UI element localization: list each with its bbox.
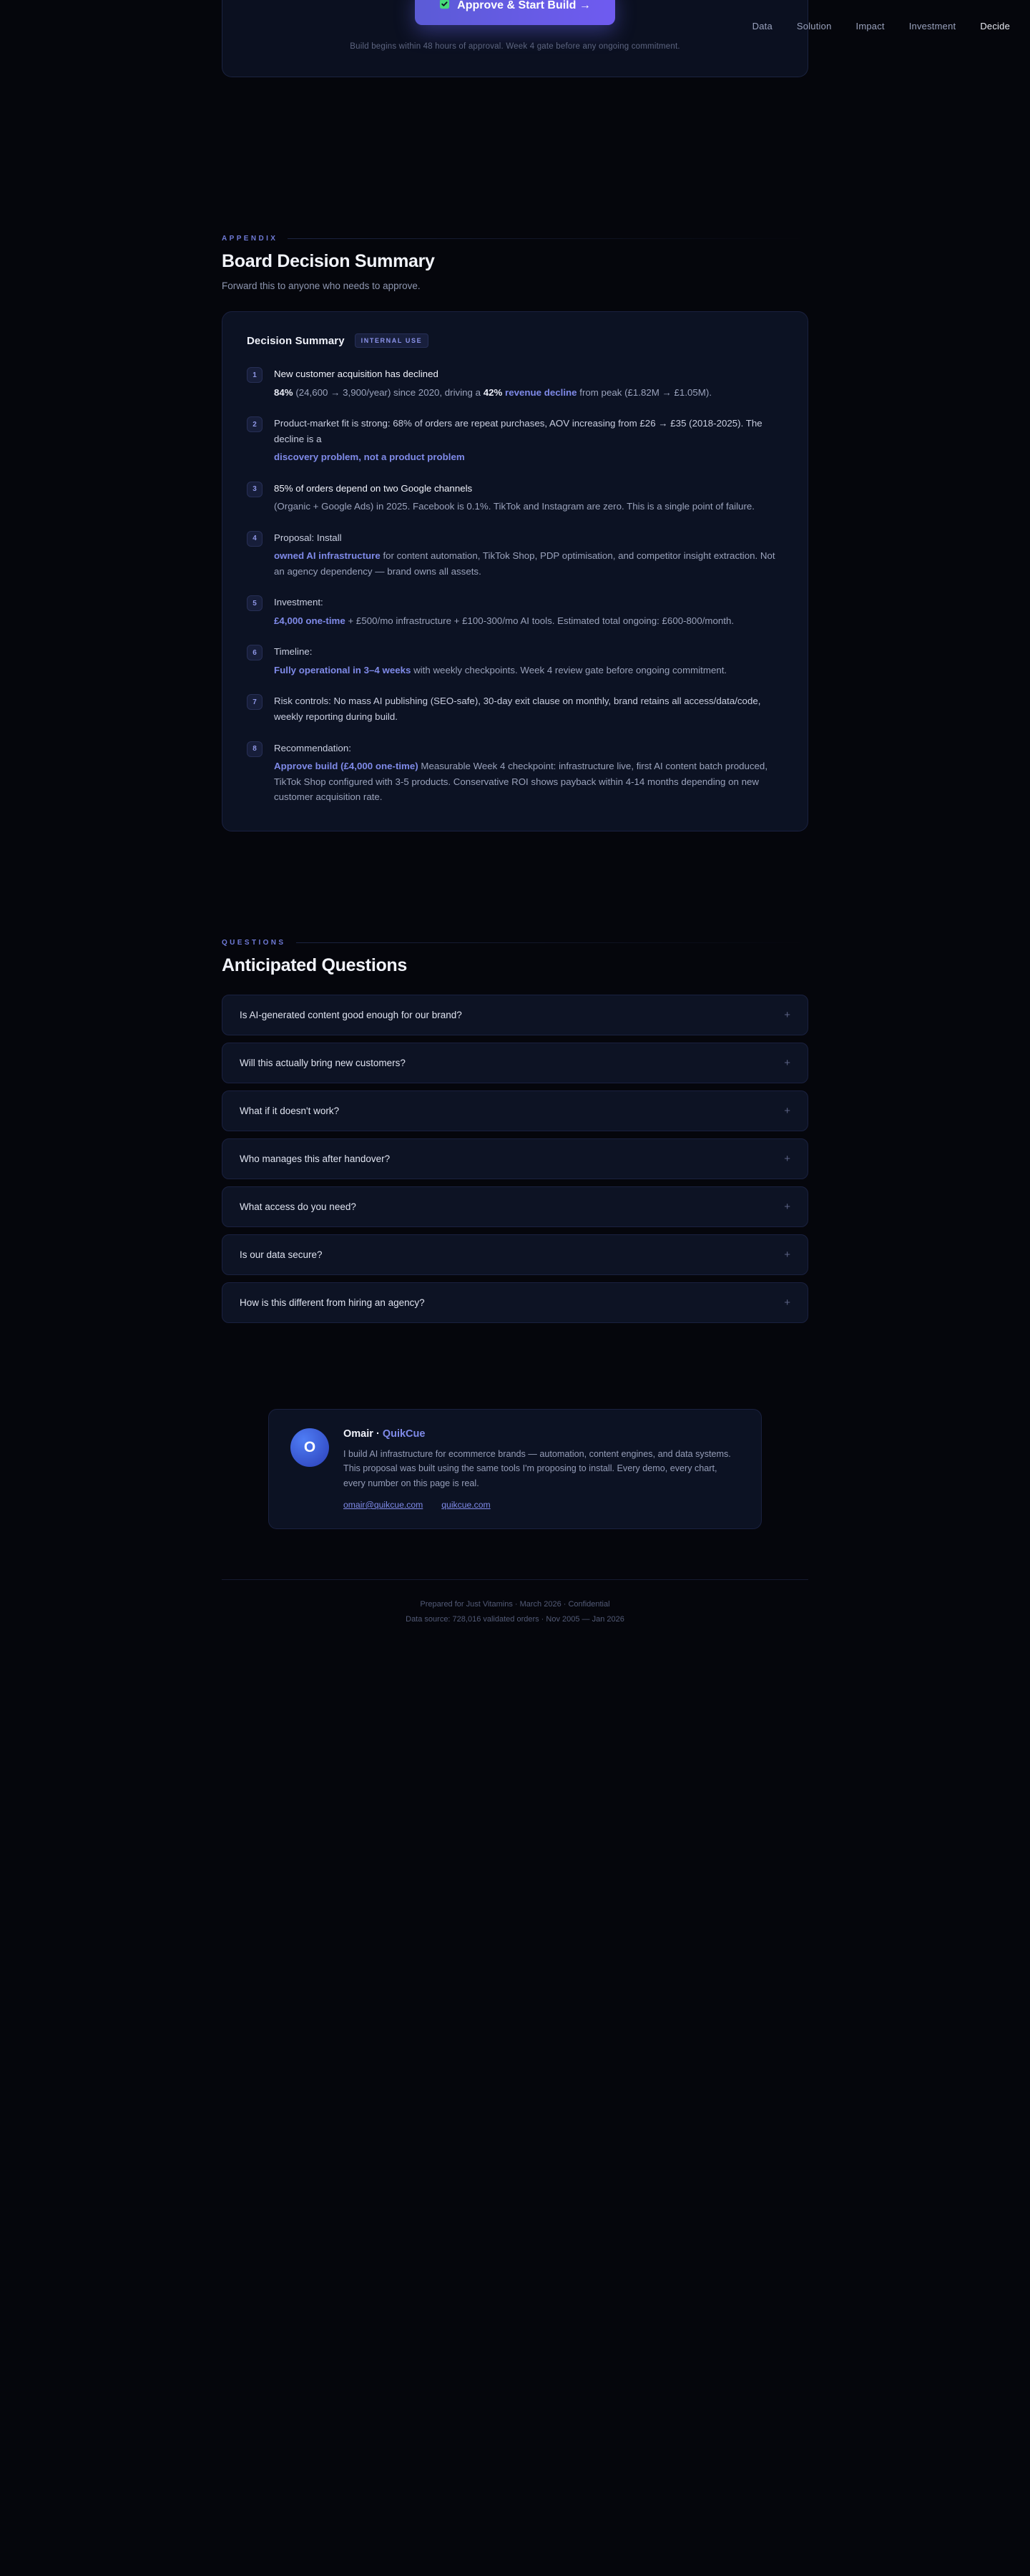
keyword-discovery-problem: discovery problem, not a product problem <box>274 452 465 463</box>
questions-title: Anticipated Questions <box>222 955 408 975</box>
questions-eyebrow: QUESTIONS <box>222 938 286 947</box>
list-item-number: 7 <box>247 694 263 710</box>
footer-divider <box>222 1579 808 1580</box>
faq-question-text: Who manages this after handover? <box>240 1153 391 1164</box>
author-section <box>222 1409 808 1529</box>
footer-line-2: Data source: 728,016 validated orders · Nov 2005 — Jan 2026 <box>406 1614 624 1624</box>
nav-item-data[interactable]: Data <box>752 20 772 31</box>
faq-item-0[interactable] <box>222 995 808 1035</box>
list-item <box>247 741 783 805</box>
list-item-lead: Product-market fit is strong: 68% of orders are repeat purchases, AOV increasing from £26 → £35 (2018-2025). The decline is a <box>274 418 762 444</box>
appendix-eyebrow-row <box>222 235 808 243</box>
plus-icon[interactable]: + <box>784 1248 790 1261</box>
plus-icon[interactable]: + <box>784 1008 790 1021</box>
list-item-body <box>274 481 783 514</box>
list-item-number: 5 <box>247 595 263 611</box>
list-item <box>247 416 783 465</box>
list-item-lead: Timeline: <box>274 646 313 658</box>
keyword-revenue-decline: revenue decline <box>505 386 577 398</box>
list-item <box>247 481 783 514</box>
list-item <box>247 595 783 628</box>
list-item-number: 2 <box>247 416 263 432</box>
list-item-detail: (Organic + Google Ads) in 2025. Facebook is 0.1%. TikTok and Instagram are zero. This is a single point of failure. <box>274 501 755 512</box>
eyebrow-rule <box>288 238 808 239</box>
eyebrow-rule <box>296 942 809 943</box>
approve-note: Build begins within 48 hours of approval. Week 4 gate before any ongoing commitment. <box>350 42 680 51</box>
list-item-number: 8 <box>247 741 263 757</box>
list-item-detail: with weekly checkpoints. Week 4 review gate before ongoing commitment. <box>411 664 727 675</box>
author-name: Omair <box>343 1428 373 1440</box>
page-content <box>222 235 808 1529</box>
list-item-number: 3 <box>247 482 263 497</box>
faq-item-6[interactable] <box>222 1282 808 1323</box>
list-item <box>247 644 783 678</box>
nav-item-solution[interactable]: Solution <box>796 20 832 31</box>
author-website-link[interactable]: quikcue.com <box>441 1499 491 1510</box>
faq-list <box>222 995 808 1323</box>
nav-item-investment[interactable]: Investment <box>908 20 956 31</box>
keyword-owned-ai-infrastructure: owned AI infrastructure <box>274 550 381 562</box>
list-item-lead: Investment: <box>274 597 323 608</box>
author-bio: I build AI infrastructure for ecommerce brands — automation, content engines, and data systems. This proposal was built using the same tools I'm proposing to install. Every demo, every chart, every number on this page is real. <box>343 1448 731 1489</box>
footer-line-1: Prepared for Just Vitamins · March 2026 · Confidential <box>420 1599 610 1609</box>
author-card <box>268 1409 762 1529</box>
list-item-lead: 85% of orders depend on two Google channels <box>274 482 473 494</box>
faq-item-2[interactable] <box>222 1091 808 1131</box>
appendix-subtitle: Forward this to anyone who needs to approve. <box>222 280 421 291</box>
author-name-row <box>343 1428 740 1440</box>
stat-42-percent: 42% <box>483 386 503 398</box>
list-item <box>247 530 783 580</box>
nav-item-decide[interactable]: Decide <box>980 20 1010 31</box>
faq-item-1[interactable] <box>222 1043 808 1083</box>
questions-eyebrow-row <box>222 939 808 947</box>
page-footer <box>0 1597 1030 1656</box>
author-email-link[interactable]: omair@quikcue.com <box>343 1499 423 1510</box>
keyword-recommendation: Approve build (£4,000 one-time) <box>274 761 418 772</box>
list-item-body <box>274 416 783 465</box>
approve-button-label: Approve & Start Build → <box>457 0 591 11</box>
list-item-detail: + £500/mo infrastructure + £100-300/mo AI tools. Estimated total ongoing: £600-800/month. <box>345 615 735 626</box>
plus-icon[interactable]: + <box>784 1056 790 1069</box>
faq-question-text: Is AI-generated content good enough for our brand? <box>240 1009 462 1020</box>
detail-text-b: (24,600 → 3,900/year) since 2020, driving a <box>293 386 484 398</box>
list-item-number: 6 <box>247 645 263 660</box>
plus-icon[interactable]: + <box>784 1152 790 1165</box>
list-item <box>247 693 783 724</box>
top-navigation <box>0 0 1030 52</box>
keyword-investment-amount: £4,000 one-time <box>274 615 345 626</box>
author-separator: · <box>373 1428 383 1440</box>
list-item-body <box>274 595 783 628</box>
decision-summary-header <box>247 333 783 348</box>
list-item-number: 1 <box>247 367 263 383</box>
faq-question-text: Is our data secure? <box>240 1249 323 1260</box>
list-item <box>247 366 783 400</box>
keyword-timeline: Fully operational in 3–4 weeks <box>274 664 411 675</box>
faq-question-text: Will this actually bring new customers? <box>240 1057 406 1068</box>
appendix-section <box>222 235 808 831</box>
faq-item-5[interactable] <box>222 1234 808 1275</box>
author-brand: QuikCue <box>382 1428 426 1440</box>
list-item-body <box>274 530 783 580</box>
decision-summary-title: Decision Summary <box>247 334 345 347</box>
stat-84-percent: 84% <box>274 386 293 398</box>
faq-item-4[interactable] <box>222 1186 808 1227</box>
page-title: Board Decision Summary <box>222 251 435 271</box>
faq-question-text: How is this different from hiring an agency? <box>240 1297 425 1308</box>
list-item-body <box>274 693 783 724</box>
appendix-eyebrow: APPENDIX <box>222 235 278 243</box>
list-item-detail <box>274 385 783 401</box>
decision-summary-card <box>222 311 808 831</box>
questions-section <box>222 939 808 1323</box>
list-item-detail: for content automation, TikTok Shop, PDP optimisation, and competitor insight extraction. Not an agency dependency — brand owns all assets. <box>274 550 775 577</box>
list-item-detail: Measurable Week 4 checkpoint: infrastructure live, first AI content batch produced, TikTok Shop configured with 3-5 products. Conservative ROI shows payback within 4-14 months depending on new customer acquisition rate. <box>274 761 768 803</box>
author-links <box>343 1500 740 1510</box>
plus-icon[interactable]: + <box>784 1104 790 1117</box>
list-item-body <box>274 644 783 678</box>
plus-icon[interactable]: + <box>784 1296 790 1309</box>
list-item-body <box>274 741 783 805</box>
faq-item-3[interactable] <box>222 1138 808 1179</box>
faq-question-text: What if it doesn't work? <box>240 1105 340 1116</box>
list-item-body <box>274 366 783 400</box>
detail-text-d: from peak (£1.82M → £1.05M). <box>577 386 712 398</box>
faq-question-text: What access do you need? <box>240 1201 356 1212</box>
list-item-lead: New customer acquisition has declined <box>274 369 438 379</box>
list-item-number: 4 <box>247 531 263 547</box>
list-item-lead: Recommendation: <box>274 742 351 753</box>
list-item-lead: Proposal: Install <box>274 532 342 543</box>
plus-icon[interactable]: + <box>784 1200 790 1213</box>
list-item-lead: Risk controls: No mass AI publishing (SEO-safe), 30-day exit clause on monthly, brand retains all access/data/code, weekly reporting during build. <box>274 696 761 722</box>
nav-item-impact[interactable]: Impact <box>855 20 885 31</box>
avatar: O <box>290 1428 329 1467</box>
status-badge: INTERNAL USE <box>355 333 429 348</box>
author-details <box>343 1428 740 1510</box>
